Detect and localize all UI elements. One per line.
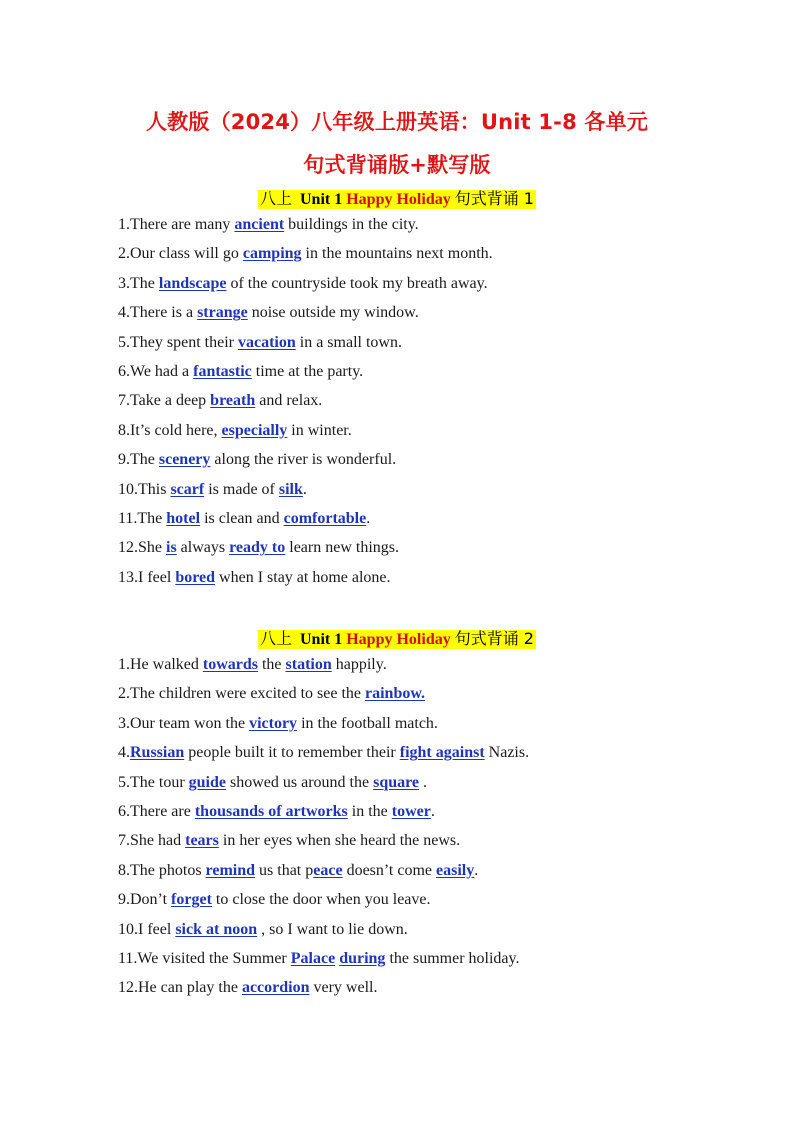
sentence-text: 9.The: [118, 451, 159, 469]
answer-blank: easily: [436, 861, 475, 879]
sentence-text: in the: [347, 803, 392, 820]
heading-label: 句式背诵 2: [454, 629, 534, 648]
answer-blank: remind: [205, 861, 256, 879]
sentence-text: noise outside my window.: [247, 304, 419, 322]
sentence-text: in the football match.: [297, 714, 438, 732]
sentence-text: 12.She: [118, 539, 166, 557]
sentence-line: [118, 715, 438, 733]
sentence-text: 5.They spent their: [118, 333, 238, 351]
sentence-text: in winter.: [287, 421, 352, 439]
sentence-line: [118, 685, 425, 703]
sentence-text: 1.He walked: [118, 656, 203, 673]
sentence-text: 10.This: [118, 480, 171, 498]
answer-blank: comfortable: [283, 510, 367, 527]
heading-grade: 八上: [259, 189, 292, 208]
sentence-text: is clean and: [200, 510, 284, 527]
answer-blank: eace: [313, 861, 343, 879]
answer-blank: fantastic: [193, 363, 252, 380]
sentence-text: 9.Don’t: [118, 891, 172, 909]
sentence-text: 3.The: [118, 274, 159, 292]
sentence-text: very well.: [309, 979, 378, 997]
sentence-line: [118, 539, 399, 557]
sentence-text: 8.The photos: [118, 861, 206, 879]
document-subtitle: 句式背诵版+默写版: [303, 153, 491, 177]
sentence-line: [118, 569, 391, 587]
answer-blank: vacation: [237, 333, 296, 351]
sentence-text: .: [430, 803, 435, 820]
answer-blank: rainbow.: [365, 685, 426, 703]
sentence-text: in a small town.: [295, 333, 402, 351]
document-title: 人教版（2024）八年级上册英语：Unit 1-8 各单元: [145, 110, 649, 134]
sentence-text: 4.There is a: [118, 304, 198, 322]
sentence-text: in her eyes when she heard the news.: [218, 832, 461, 850]
sentence-text: time at the party.: [251, 363, 364, 380]
sentence-text: the: [257, 656, 286, 673]
sentence-text: when I stay at home alone.: [215, 568, 391, 586]
sentence-line: [118, 481, 307, 499]
answer-blank: scarf: [170, 480, 205, 498]
sentence-line: [118, 245, 493, 263]
answer-blank: forget: [171, 891, 212, 909]
answer-blank: strange: [197, 304, 248, 322]
sentence-text: the summer holiday.: [385, 950, 520, 967]
sentence-text: 2.Our class will go: [118, 245, 243, 263]
sentence-text: 6.We had a: [118, 363, 194, 380]
sentence-text: us that p: [255, 861, 314, 879]
heading-grade: 八上: [259, 629, 292, 648]
sentence-text: , so I want to lie down.: [257, 920, 408, 938]
sentence-line: [118, 304, 419, 322]
sentence-text: to close the door when you leave.: [211, 891, 431, 909]
answer-blank: Russian: [130, 744, 185, 762]
sentence-text: happily.: [331, 656, 387, 673]
sentence-text: 2.The children were excited to see the: [118, 685, 365, 703]
sentence-line: [118, 862, 478, 880]
sentence-text: in the mountains next month.: [301, 245, 493, 263]
answer-blank: scenery: [158, 451, 211, 469]
sentence-line: [118, 774, 427, 792]
sentence-text: 4.: [118, 744, 130, 762]
answer-blank: fight against: [399, 744, 485, 762]
answer-blank: tears: [185, 832, 219, 850]
sentence-line: [118, 832, 460, 850]
sentence-line: [118, 275, 488, 293]
heading-topic: Happy Holiday: [346, 191, 451, 208]
sentence-line: [118, 363, 363, 381]
sentence-text: 5.The tour: [118, 773, 189, 791]
sentence-text: .: [474, 861, 479, 879]
answer-blank: ready to: [229, 539, 286, 557]
heading-label: 句式背诵 1: [454, 189, 534, 208]
answer-blank: hotel: [166, 510, 201, 527]
heading-topic: Happy Holiday: [346, 631, 451, 648]
sentence-line: [118, 744, 529, 762]
answer-blank: landscape: [158, 274, 227, 292]
sentence-text: of the countryside took my breath away.: [226, 274, 488, 292]
heading-unit: Unit 1: [300, 631, 343, 648]
sentence-text: 11.The: [118, 510, 167, 527]
answer-blank: camping: [242, 245, 302, 263]
sentence-text: learn new things.: [285, 539, 399, 557]
answer-blank: towards: [202, 656, 258, 673]
answer-blank: tower: [391, 803, 431, 820]
answer-blank: breath: [210, 392, 256, 410]
sentence-line: [118, 334, 402, 352]
sentence-line: [118, 422, 352, 440]
section-heading-highlight: [258, 190, 536, 209]
sentence-text: 8.It’s cold here,: [118, 421, 222, 439]
sentence-text: buildings in the city.: [284, 216, 419, 233]
answer-blank: thousands of artworks: [194, 803, 348, 820]
answer-blank: station: [285, 656, 332, 673]
answer-blank: is: [166, 539, 177, 557]
sentence-line: [118, 803, 435, 821]
answer-blank: silk: [278, 480, 303, 498]
sentence-text: is made of: [204, 480, 279, 498]
sentence-text: doesn’t come: [342, 861, 437, 879]
answer-blank: during: [339, 950, 386, 967]
sentence-line: [118, 216, 419, 234]
sentence-text: always: [176, 539, 230, 557]
sentence-text: 1.There are many: [118, 216, 235, 233]
sentence-text: 7.She had: [118, 832, 186, 850]
answer-blank: Palace: [290, 950, 336, 967]
sentence-text: 11.We visited the Summer: [118, 950, 291, 967]
sentence-text: and relax.: [255, 392, 323, 410]
section-heading: [0, 186, 794, 209]
sentence-line: [118, 656, 387, 674]
section-heading: [0, 626, 794, 649]
sentence-text: 10.I feel: [118, 920, 176, 938]
sentence-text: 3.Our team won the: [118, 714, 250, 732]
sentence-line: [118, 950, 519, 968]
sentence-text: .: [366, 510, 371, 527]
sentence-text: Nazis.: [484, 744, 530, 762]
sentence-line: [118, 921, 408, 939]
answer-blank: sick at noon: [175, 920, 258, 938]
answer-blank: victory: [249, 714, 298, 732]
sentence-text: 6.There are: [118, 803, 195, 820]
answer-blank: accordion: [241, 979, 310, 997]
answer-blank: ancient: [234, 216, 285, 233]
sentence-line: [118, 510, 370, 528]
heading-unit: Unit 1: [300, 191, 343, 208]
sentence-text: 12.He can play the: [118, 979, 242, 997]
answer-blank: bored: [175, 568, 216, 586]
sentence-text: .: [302, 480, 307, 498]
sentence-line: [118, 451, 396, 469]
sentence-line: [118, 891, 431, 909]
sentence-text: people built it to remember their: [184, 744, 400, 762]
sentence-text: .: [419, 773, 428, 791]
section-heading-highlight: [258, 630, 536, 649]
sentence-text: along the river is wonderful.: [210, 451, 397, 469]
sentence-text: 13.I feel: [118, 568, 176, 586]
answer-blank: especially: [221, 421, 288, 439]
sentence-line: [118, 392, 322, 410]
sentence-line: [118, 979, 377, 997]
answer-blank: square: [373, 773, 420, 791]
sentence-text: showed us around the: [226, 773, 374, 791]
sentence-text: 7.Take a deep: [118, 392, 211, 410]
answer-blank: guide: [188, 773, 226, 791]
